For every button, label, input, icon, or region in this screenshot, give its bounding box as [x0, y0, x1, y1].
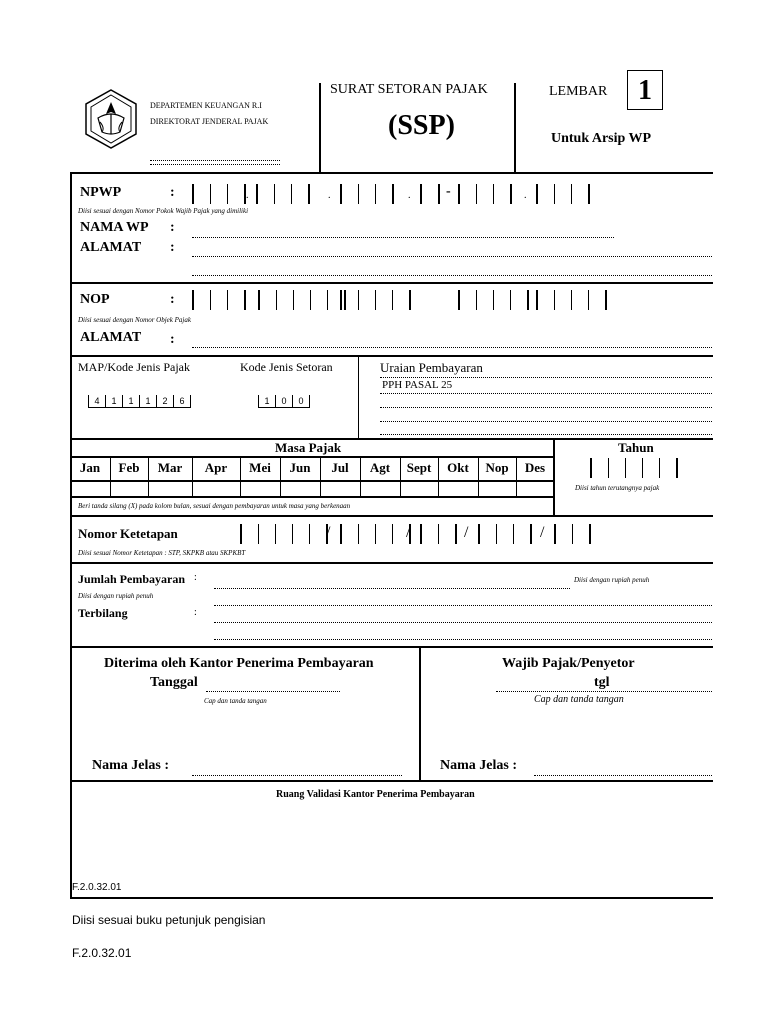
map-digit: 2	[156, 395, 173, 408]
month-row-mid	[70, 480, 554, 482]
map-digit: 1	[139, 395, 156, 408]
terbilang-line-2[interactable]	[214, 639, 712, 640]
payer-title: Wajib Pajak/Penyetor	[502, 656, 635, 671]
npwp-sep-1: .	[246, 190, 249, 201]
map-digits[interactable]	[88, 395, 191, 408]
divider-nop	[70, 355, 713, 357]
jumlah-colon: :	[194, 572, 197, 583]
payer-cap: Cap dan tanda tangan	[534, 694, 624, 705]
tahun-divider	[553, 438, 555, 516]
divider-codes	[70, 438, 713, 440]
lembar-label: LEMBAR	[549, 84, 608, 99]
nop-box-group-1[interactable]	[192, 290, 246, 310]
lembar-desc: Untuk Arsip WP	[551, 131, 652, 146]
uraian-value[interactable]: PPH PASAL 25	[382, 379, 453, 391]
uraian-divider	[358, 356, 359, 438]
month-jan[interactable]: Jan	[79, 460, 101, 475]
uraian-line-5[interactable]	[380, 434, 712, 435]
divider-npwp	[70, 282, 713, 284]
month-mei[interactable]: Mei	[249, 460, 271, 475]
validation-code: F.2.0.32.01	[72, 882, 122, 893]
nop-colon: :	[170, 292, 175, 307]
ketetapan-slash-3: /	[464, 524, 469, 541]
month-separator	[400, 456, 401, 496]
nop-alamat-colon: :	[170, 332, 175, 347]
alamat-label-1: ALAMAT	[80, 240, 142, 255]
dept-underline-2	[150, 164, 280, 165]
month-separator	[478, 456, 479, 496]
dept-line1: DEPARTEMEN KEUANGAN R.I	[150, 101, 262, 110]
map-digit: 1	[122, 395, 139, 408]
received-cap: Cap dan tanda tangan	[204, 697, 267, 705]
uraian-line-1	[380, 377, 712, 378]
received-nama-label: Nama Jelas :	[92, 758, 169, 773]
payer-nama-field[interactable]	[534, 775, 712, 776]
setoran-digits[interactable]	[258, 395, 310, 408]
month-jul[interactable]: Jul	[331, 460, 349, 475]
frame-bottom	[70, 897, 713, 899]
jumlah-hint: Diisi dengan rupiah penuh	[78, 592, 154, 600]
ketetapan-slash-2: /	[406, 524, 411, 541]
ministry-logo	[80, 88, 142, 150]
setoran-digit: 0	[275, 395, 292, 408]
month-row-bottom	[70, 496, 554, 498]
npwp-box-group-1[interactable]	[192, 184, 246, 204]
form-code: (SSP)	[388, 110, 455, 141]
header-divider-1	[319, 83, 321, 173]
month-des[interactable]: Des	[524, 460, 546, 475]
uraian-line-4[interactable]	[380, 421, 712, 422]
nop-box-group-2[interactable]	[258, 290, 346, 310]
nop-box-group-3[interactable]	[340, 290, 411, 310]
lembar-number: 1	[627, 70, 663, 110]
map-label: MAP/Kode Jenis Pajak	[78, 360, 190, 374]
form-title: SURAT SETORAN PAJAK	[330, 82, 488, 97]
ketetapan-box-2[interactable]	[340, 524, 411, 544]
terbilang-line-1[interactable]	[214, 622, 712, 623]
setoran-digit: 0	[292, 395, 310, 408]
dept-underline	[150, 160, 280, 161]
uraian-line-3[interactable]	[380, 407, 712, 408]
alamat-field-2[interactable]	[192, 275, 712, 276]
payer-nama-label: Nama Jelas :	[440, 758, 517, 773]
jumlah-label: Jumlah Pembayaran	[78, 572, 186, 586]
npwp-box-group-4[interactable]	[420, 184, 440, 204]
tahun-hint: Diisi tahun terutangnya pajak	[575, 484, 660, 492]
npwp-colon: :	[170, 185, 175, 200]
dept-line2: DIREKTORAT JENDERAL PAJAK	[150, 117, 269, 126]
header-divider-2	[514, 83, 516, 173]
ketetapan-box-4[interactable]	[478, 524, 532, 544]
npwp-sep-2: .	[328, 190, 331, 201]
divider-ketetapan	[70, 562, 713, 564]
ketetapan-label: Nomor Ketetapan	[78, 526, 178, 541]
month-row-top	[70, 456, 554, 458]
terbilang-colon: :	[194, 607, 197, 618]
month-separator	[516, 456, 517, 496]
tahun-boxes[interactable]	[590, 458, 678, 478]
npwp-box-group-6[interactable]	[536, 184, 590, 204]
month-separator	[240, 456, 241, 496]
received-date-field[interactable]	[206, 691, 340, 692]
map-digit: 1	[105, 395, 122, 408]
month-separator	[148, 456, 149, 496]
payer-date-field[interactable]	[496, 691, 712, 692]
ketetapan-box-1[interactable]	[240, 524, 331, 544]
received-date-label: Tanggal	[150, 675, 198, 690]
ministry-emblem-icon	[80, 88, 142, 150]
nop-alamat-label: ALAMAT	[80, 330, 142, 345]
divider-payment	[70, 646, 713, 648]
ketetapan-box-3[interactable]	[420, 524, 457, 544]
month-mar[interactable]: Mar	[157, 460, 183, 475]
divider-masa	[70, 515, 713, 517]
uraian-line-2[interactable]	[380, 393, 712, 394]
frame-top	[70, 172, 713, 174]
masa-pajak-label: Masa Pajak	[275, 440, 342, 455]
setoran-label: Kode Jenis Setoran	[240, 360, 333, 374]
nop-box-group-5[interactable]	[536, 290, 607, 310]
nama-wp-label: NAMA WP	[80, 220, 149, 235]
month-feb[interactable]: Feb	[118, 460, 140, 475]
footer-code: F.2.0.32.01	[72, 946, 132, 960]
npwp-box-group-5[interactable]	[458, 184, 512, 204]
received-nama-field[interactable]	[192, 775, 402, 776]
npwp-dash: -	[446, 184, 451, 199]
month-apr[interactable]: Apr	[204, 460, 228, 475]
month-sept[interactable]: Sept	[406, 460, 432, 475]
terbilang-label: Terbilang	[78, 606, 128, 620]
setoran-digit: 1	[258, 395, 275, 408]
nop-hint: Diisi sesuai dengan Nomor Objek Pajak	[78, 316, 191, 324]
month-okt[interactable]: Okt	[447, 460, 469, 475]
jumlah-field[interactable]	[214, 588, 570, 589]
npwp-label: NPWP	[80, 185, 122, 200]
npwp-hint: Diisi sesuai dengan Nomor Pokok Wajib Pajak yang dimiliki	[78, 207, 249, 215]
received-title: Diterima oleh Kantor Penerima Pembayaran	[104, 656, 374, 671]
alamat-colon-1: :	[170, 240, 175, 255]
tahun-label: Tahun	[618, 440, 654, 455]
jumlah-hint-right: Diisi dengan rupiah penuh	[574, 576, 650, 584]
nop-alamat-field[interactable]	[192, 347, 712, 348]
payer-date-label: tgl	[594, 675, 610, 690]
nop-label: NOP	[80, 292, 110, 307]
month-nop[interactable]: Nop	[485, 460, 509, 475]
signature-divider	[419, 646, 421, 780]
npwp-box-group-3[interactable]	[340, 184, 394, 204]
month-separator	[110, 456, 111, 496]
ketetapan-slash-4: /	[540, 524, 545, 541]
ketetapan-box-5[interactable]	[554, 524, 591, 544]
npwp-box-group-2[interactable]	[256, 184, 310, 204]
uraian-label: Uraian Pembayaran	[380, 360, 483, 375]
validation-title: Ruang Validasi Kantor Penerima Pembayaran	[276, 789, 475, 800]
footer-note: Diisi sesuai buku petunjuk pengisian	[72, 913, 266, 927]
month-separator	[280, 456, 281, 496]
ketetapan-slash-1: /	[326, 524, 331, 541]
npwp-sep-3: .	[408, 190, 411, 201]
month-separator	[192, 456, 193, 496]
npwp-sep-4: .	[524, 190, 527, 201]
masa-hint: Beri tanda silang (X) pada kolom bulan, sesuai dengan pembayaran untuk masa yang berkenaan	[78, 502, 351, 510]
nama-wp-field[interactable]	[192, 237, 614, 238]
alamat-field-1[interactable]	[192, 256, 712, 257]
ketetapan-hint: Diisi sesuai Nomor Ketetapan : STP, SKPKB atau SKPKBT	[78, 549, 246, 557]
map-digit: 4	[88, 395, 105, 408]
nama-wp-colon: :	[170, 220, 175, 235]
month-agt[interactable]: Agt	[369, 460, 391, 475]
divider-signatures	[70, 780, 713, 782]
month-separator	[360, 456, 361, 496]
month-separator	[320, 456, 321, 496]
map-digit: 6	[173, 395, 191, 408]
month-separator	[438, 456, 439, 496]
month-jun[interactable]: Jun	[289, 460, 311, 475]
nop-box-group-4[interactable]	[458, 290, 529, 310]
jumlah-line-2[interactable]	[214, 605, 712, 606]
